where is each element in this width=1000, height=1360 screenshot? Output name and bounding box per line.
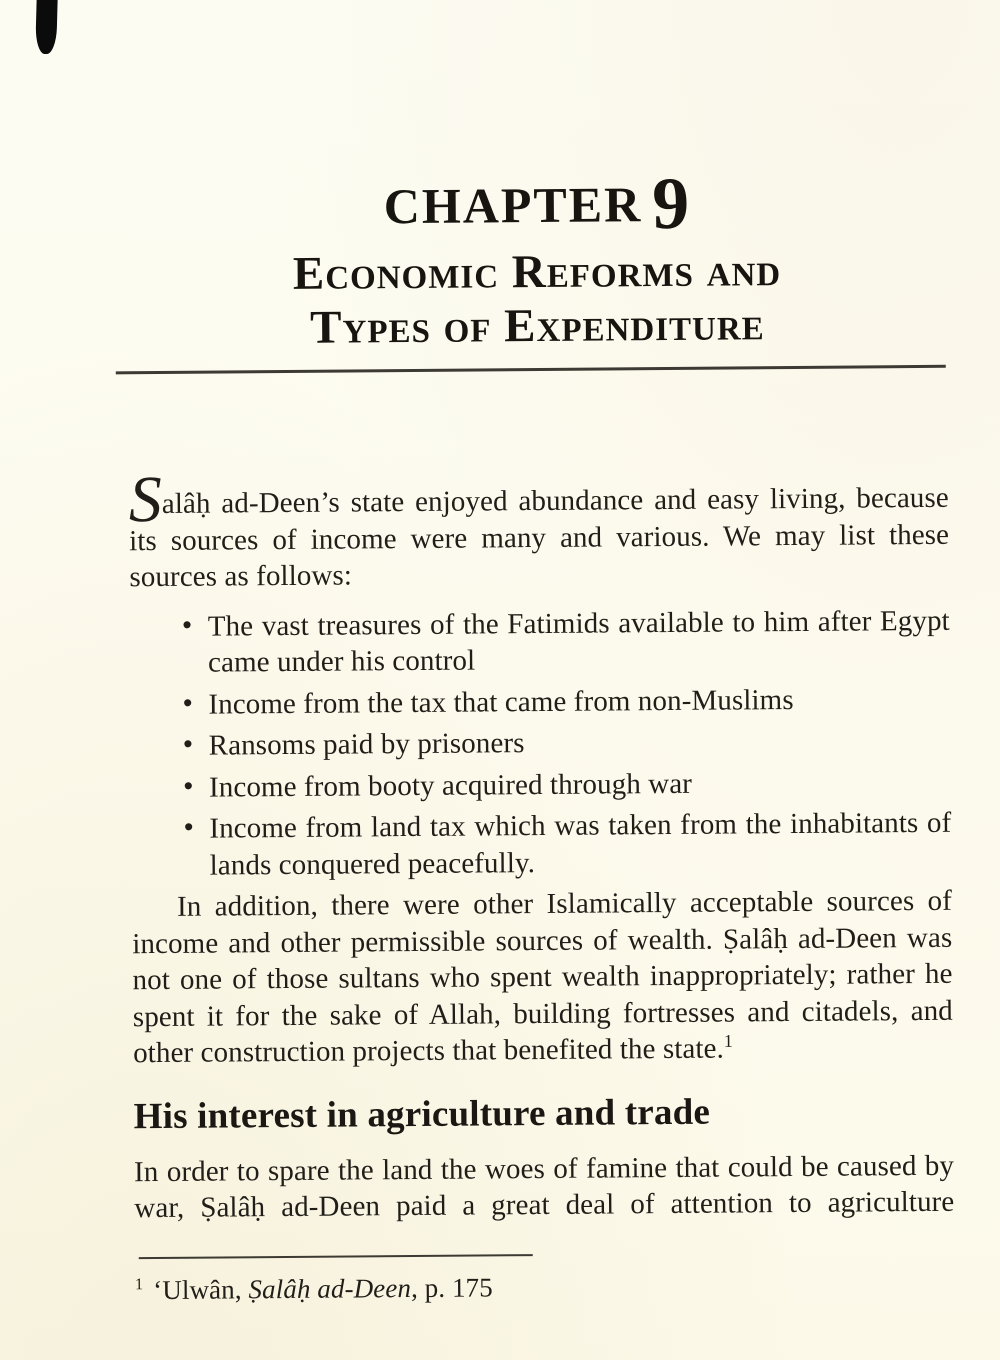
- list-item: • Ransoms paid by prisoners: [209, 722, 951, 764]
- intro-paragraph: [128, 462, 950, 596]
- footnote-work-title: Ṣalâḥ ad-Deen: [248, 1272, 412, 1304]
- chapter-title: [126, 162, 946, 246]
- list-item: • Income from booty acquired through war: [209, 763, 951, 805]
- footnote-text: [135, 1261, 955, 1306]
- list-item: • Income from land tax which was taken from the inhabitants of lands conquered peacefully.: [209, 805, 952, 884]
- list-item: • The vast treasures of the Fatimids available to him after Egypt came under his control: [208, 602, 951, 681]
- income-sources-list: [130, 602, 952, 884]
- second-paragraph-text: In addition, there were other Islamically acceptable sources of income and other permissible sources of wealth. Ṣalâḥ ad-Deen was not one of those sultans who spent wealth inappropriately; rather he spent it for the sake of Allah, building fortresses and citadels, and other construction projects that benefited the state.: [132, 884, 953, 1070]
- second-paragraph: [132, 883, 953, 1072]
- intro-paragraph-text: alâḥ ad-Deen’s state enjoyed abundance and easy living, because its sources of income were many and various. We may list these sources as follows:: [128, 481, 950, 594]
- footnote-area: [135, 1250, 955, 1306]
- page-content: [125, 0, 955, 1307]
- list-item: • Income from the tax that came from non-Muslims: [208, 680, 950, 722]
- chapter-word: CHAPTER: [383, 176, 643, 235]
- chapter-subtitle-line2: Types of Expenditure: [309, 298, 765, 354]
- body-text-block: [128, 462, 955, 1227]
- title-divider-rule: [116, 365, 946, 375]
- footnote-author: ‘Ulwân,: [153, 1273, 249, 1305]
- scan-ink-mark: [35, 0, 58, 54]
- section-heading: His interest in agriculture and trade: [133, 1091, 711, 1137]
- footnote-reference-mark: 1: [723, 1030, 733, 1051]
- section-paragraph: In order to spare the land the woes of famine that could be caused by war, Ṣalâḥ ad-Deen paid a great deal of attention to agriculture: [133, 1149, 955, 1225]
- chapter-header: [126, 162, 948, 374]
- chapter-number: 9: [651, 162, 690, 246]
- footnote-divider-rule: [139, 1254, 533, 1259]
- footnote-marker: 1: [134, 1274, 144, 1293]
- chapter-subtitle-line1: Economic Reforms and: [292, 244, 782, 300]
- footnote-page-ref: , p. 175: [410, 1271, 493, 1303]
